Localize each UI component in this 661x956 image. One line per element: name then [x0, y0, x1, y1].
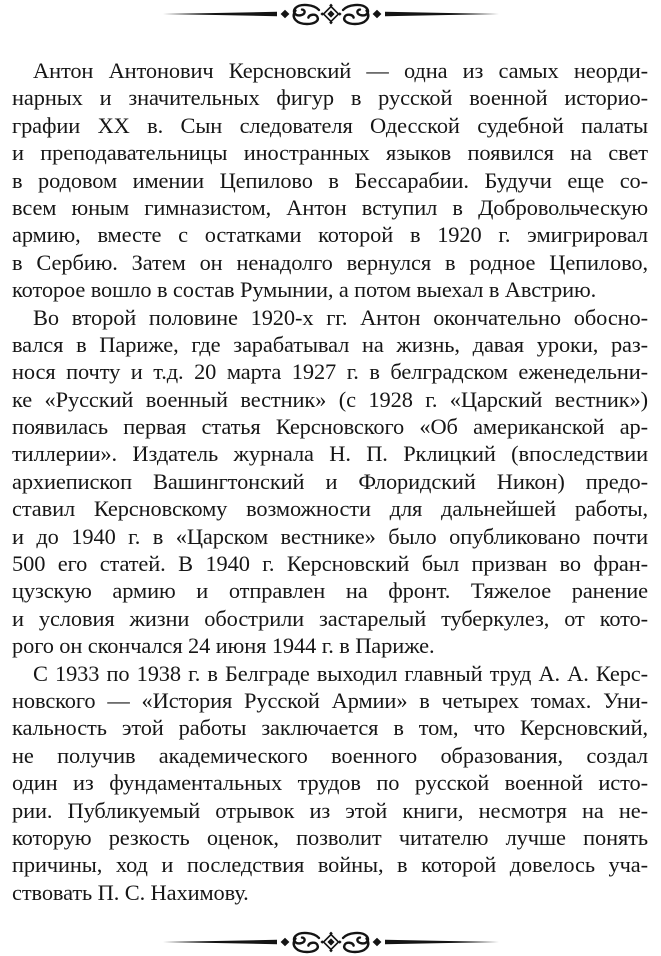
text-line: ке «Русский военный вестник» (с 1928 г. «Царский вестник») [12, 386, 648, 412]
text-line: появилась первая статья Керсновского «Об американской ар- [12, 414, 648, 440]
text-line: не получив академического военного образования, создал [12, 742, 648, 768]
rosette-icon [320, 932, 341, 953]
text-line: всем юным гимназистом, Антон вступил в Добровольческую [12, 194, 648, 220]
text-line: цузскую армию и отправлен на фронт. Тяжелое ранение [12, 578, 648, 604]
diamond-right-icon [372, 10, 381, 18]
text-line: рии. Публикуемый отрывок из этой книги, несмотря на не- [12, 797, 648, 823]
text-line: тиллерии». Издатель журнала Н. П. Рклицкий (впоследствии [12, 441, 648, 467]
diamond-right-icon [372, 938, 381, 946]
rosette-icon [320, 4, 341, 25]
text-line: кальность этой работы заключается в том, что Керсновский, [12, 715, 648, 741]
text-line: графии XX в. Сын следователя Одесской судебной палаты [12, 112, 648, 138]
text-block [0, 57, 661, 906]
divider-ornament-bottom [161, 930, 501, 954]
text-line: С 1933 по 1938 г. в Белграде выходил главный труд А. А. Керс- [33, 660, 648, 686]
rule-left [163, 12, 277, 16]
text-line: армию, вместе с остатками которой в 1920 г. эмигрировал [12, 222, 648, 248]
scroll-left-icon [293, 933, 318, 952]
text-line: нося почту и т.д. 20 марта 1927 г. в белградском еженедельни- [12, 359, 648, 385]
paragraph [12, 660, 648, 907]
divider-ornament-top [161, 2, 501, 26]
text-line: нарных и значительных фигур в русской военной историо- [12, 85, 648, 111]
text-line: которую резкость оценок, позволит читателю лучше понять [12, 824, 648, 850]
diamond-left-icon [280, 10, 289, 18]
diamond-left-icon [280, 938, 289, 946]
text-line: и преподавательницы иностранных языков появился на свет [12, 140, 648, 166]
text-line: в Сербию. Затем он ненадолго вернулся в родное Цепилово, [12, 249, 648, 275]
paragraph [12, 304, 648, 660]
scroll-right-icon [343, 933, 368, 952]
text-line: новского — «История Русской Армии» в четырех томах. Уни- [12, 687, 648, 713]
paragraph [12, 57, 648, 304]
text-line: и условия жизни обострили застарелый туберкулез, от кото- [12, 605, 648, 631]
text-line: рого он скончался 24 июня 1944 г. в Париже. [12, 633, 435, 659]
text-line: ставил Керсновскому возможности для дальнейшей работы, [12, 496, 648, 522]
text-line: Во второй половине 1920-х гг. Антон окончательно обосно- [33, 304, 648, 330]
text-line: в родовом имении Цепилово в Бессарабии. Будучи еще со- [12, 167, 648, 193]
text-line: которое вошло в состав Румынии, а потом выехал в Австрию. [12, 277, 597, 303]
rule-right [385, 12, 499, 16]
text-line: вался в Париже, где зарабатывал на жизнь, давая уроки, раз- [12, 331, 648, 357]
text-line: Антон Антонович Керсновский — одна из самых неорди- [33, 58, 648, 83]
scroll-right-icon [343, 5, 368, 24]
text-line: один из фундаментальных трудов по русской военной исто- [12, 770, 648, 796]
rule-right [385, 940, 499, 944]
scroll-left-icon [293, 5, 318, 24]
text-line: архиепископ Вашингтонский и Флоридский Никон) предо- [12, 468, 648, 494]
text-line: ствовать П. С. Нахимову. [12, 879, 249, 905]
text-line: 500 его статей. В 1940 г. Керсновский был призван во фран- [12, 551, 648, 577]
rule-left [163, 940, 277, 944]
text-line: и до 1940 г. в «Царском вестнике» было опубликовано почти [12, 523, 648, 549]
text-line: причины, ход и последствия войны, в которой довелось уча- [12, 852, 648, 878]
